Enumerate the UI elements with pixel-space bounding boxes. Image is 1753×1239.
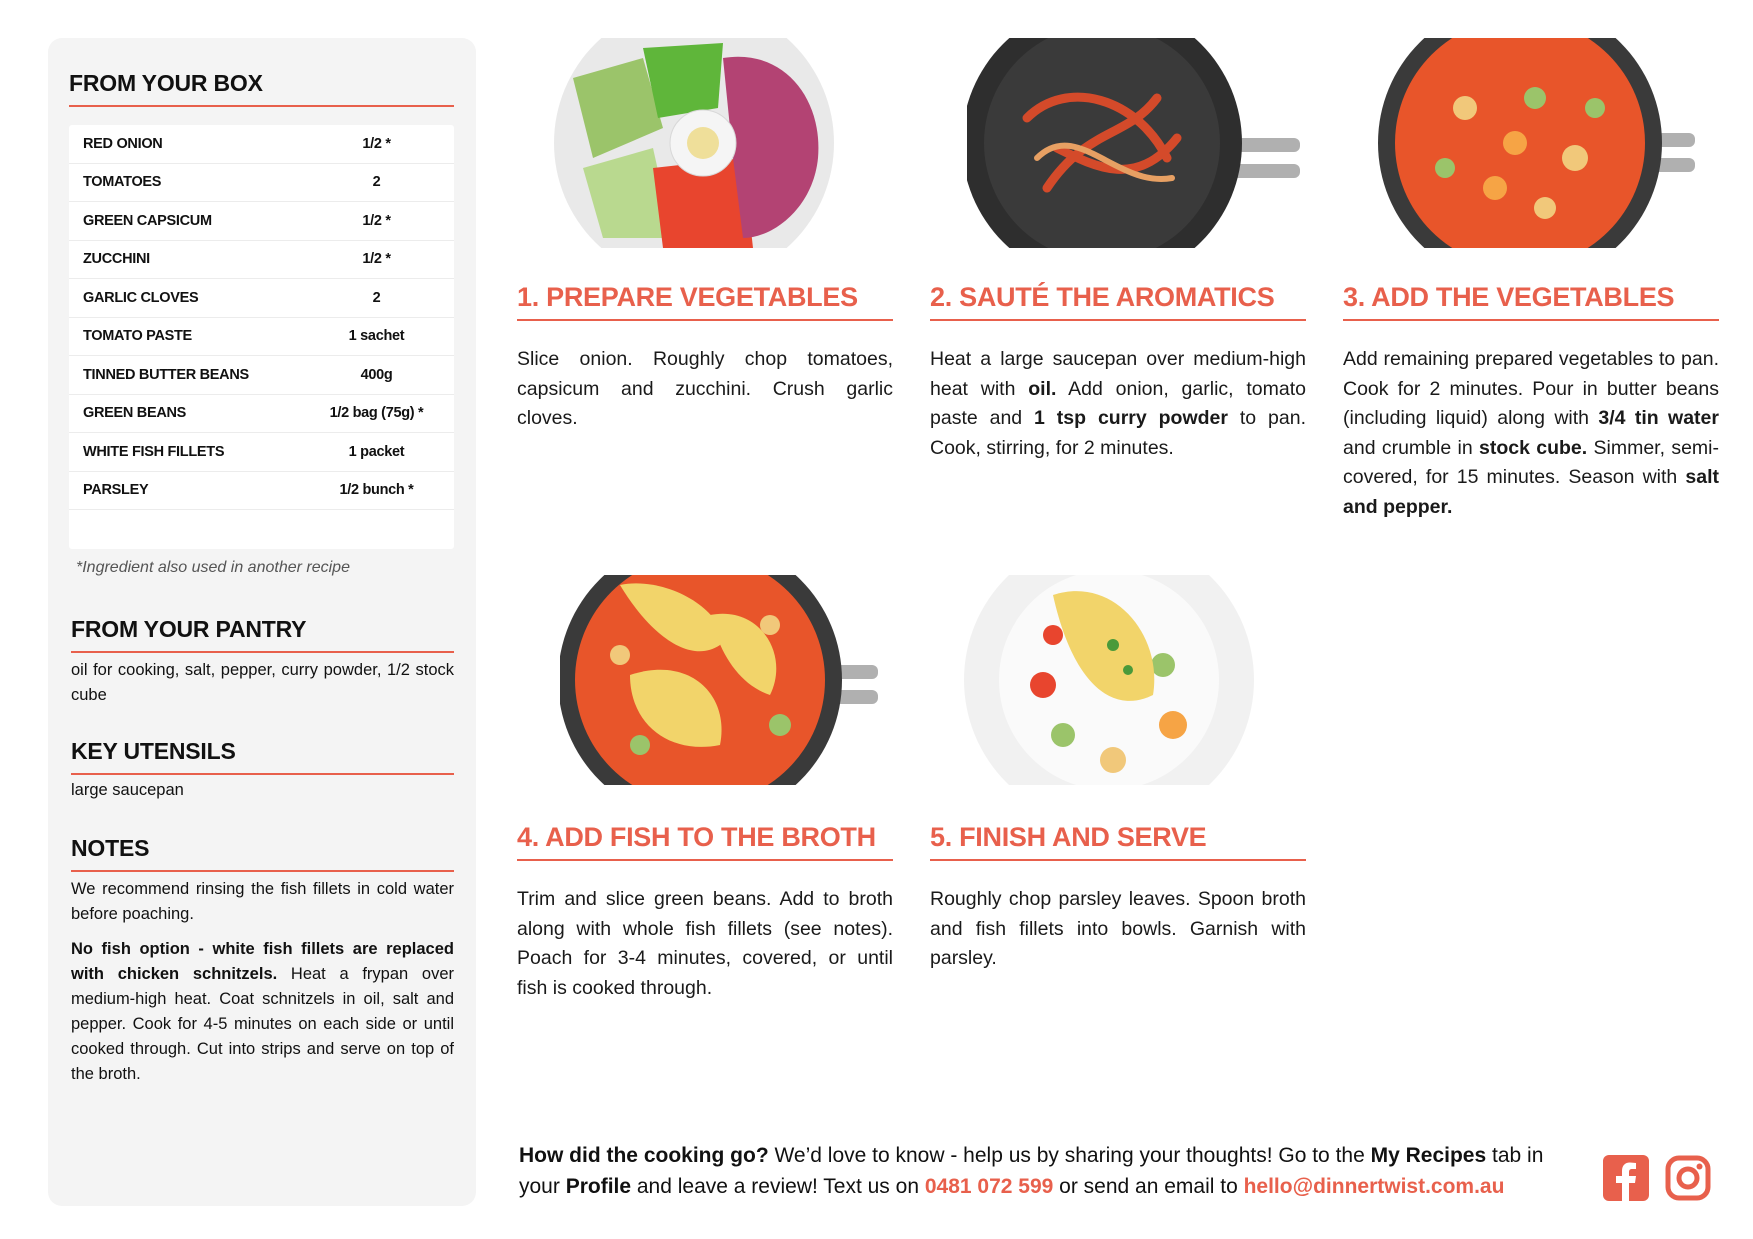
footer-text: tab in your <box>519 1144 1544 1198</box>
step-4-photo <box>560 575 878 785</box>
notes-rest: Heat a frypan over medium-high heat. Coat schnitzels in oil, salt and pepper. Cook for 4-5 minutes on each side or until cooked through. Cut into strips and serve on top of the broth. <box>71 965 454 1083</box>
ingredient-row <box>69 395 454 434</box>
step-text <box>930 885 1306 974</box>
ingredient-row <box>69 164 454 203</box>
ingredient-row <box>69 356 454 395</box>
step-text-part: Simmer, semi-covered, for 15 minutes. Season with <box>1343 436 1719 488</box>
ingredient-name: TINNED BUTTER BEANS <box>83 366 249 383</box>
step-text-part: Trim and slice green beans. Add to broth along with whole fish fillets (see notes). Poach for 3-4 minutes, covered, or until fish is cooked through. <box>517 888 893 999</box>
step-text-part: Slice onion. Roughly chop tomatoes, capsicum and zucchini. Crush garlic cloves. <box>517 348 893 429</box>
ingredient-name: PARSLEY <box>83 482 149 499</box>
step-4 <box>517 822 893 1003</box>
step-text-part: and crumble in <box>1343 436 1479 459</box>
ingredient-qty: 1/2 bunch * <box>339 482 414 499</box>
notes-paragraph <box>71 937 454 1087</box>
ingredient-qty: 1/2 * <box>362 135 391 152</box>
step-3-photo <box>1375 38 1695 248</box>
ingredient-name: TOMATO PASTE <box>83 328 192 345</box>
feedback-footer <box>519 1140 1584 1202</box>
instagram-icon[interactable] <box>1665 1155 1711 1201</box>
ingredient-name: GARLIC CLOVES <box>83 289 199 306</box>
ingredient-row <box>69 318 454 357</box>
step-text-bold: 3/4 tin water <box>1598 407 1719 429</box>
step-2 <box>930 282 1306 463</box>
my-recipes-label: My Recipes <box>1370 1144 1487 1167</box>
notes-bold: No fish option - white fish fillets are replaced with chicken schnitzels. <box>71 940 454 983</box>
step-text-bold: salt and pepper. <box>1343 466 1719 518</box>
step-text-bold: 1 tsp curry powder <box>1034 407 1228 429</box>
step-text-part: Heat a large saucepan over medium-high heat with <box>930 348 1306 400</box>
ingredient-qty: 1 packet <box>348 443 405 460</box>
ingredient-name: TOMATOES <box>83 174 162 191</box>
step-2-photo <box>967 38 1300 248</box>
ingredient-row <box>69 279 454 318</box>
ingredient-qty: 1/2 * <box>362 251 391 268</box>
step-1 <box>517 282 893 434</box>
step-text-part: Add remaining prepared vegetables to pan. Cook for 2 minutes. Pour in butter beans (including liquid) along with <box>1343 348 1719 429</box>
ingredient-row <box>69 241 454 280</box>
step-text <box>517 345 893 434</box>
step-title: 2. SAUTÉ THE AROMATICS <box>930 282 1306 321</box>
ingredient-name: RED ONION <box>83 135 163 152</box>
footer-question: How did the cooking go? <box>519 1144 769 1167</box>
ingredient-name: WHITE FISH FILLETS <box>83 443 225 460</box>
ingredient-name: GREEN CAPSICUM <box>83 212 212 229</box>
step-title: 3. ADD THE VEGETABLES <box>1343 282 1719 321</box>
ingredient-row <box>69 202 454 241</box>
step-text <box>930 345 1306 463</box>
from-your-pantry-title: FROM YOUR PANTRY <box>71 616 454 653</box>
footer-text: or send an email to <box>1053 1175 1244 1198</box>
step-text-bold: oil. <box>1028 377 1057 400</box>
ingredient-qty: 400g <box>360 366 393 383</box>
ingredients-table <box>69 125 454 549</box>
notes-paragraph: We recommend rinsing the fish fillets in cold water before poaching. <box>71 880 454 923</box>
profile-label: Profile <box>565 1175 632 1198</box>
ingredient-qty: 2 <box>372 289 381 306</box>
step-5-photo <box>963 575 1255 785</box>
ingredient-footnote: *Ingredient also used in another recipe <box>76 559 350 576</box>
step-3 <box>1343 282 1719 522</box>
ingredient-qty: 2 <box>372 174 381 191</box>
step-text-part: Roughly chop parsley leaves. Spoon broth and fish fillets into bowls. Garnish with parsley. <box>930 888 1306 969</box>
ingredient-qty: 1 sachet <box>348 328 405 345</box>
step-title: 4. ADD FISH TO THE BROTH <box>517 822 893 861</box>
pantry-text: oil for cooking, salt, pepper, curry powder, 1/2 stock cube <box>71 661 454 704</box>
email-link[interactable]: hello@dinnertwist.com.au <box>1243 1175 1505 1198</box>
utensils-text: large saucepan <box>71 781 184 799</box>
facebook-icon[interactable] <box>1603 1155 1649 1201</box>
from-your-box-title: FROM YOUR BOX <box>69 70 454 107</box>
step-5 <box>930 822 1306 974</box>
ingredient-qty: 1/2 bag (75g) * <box>329 405 424 422</box>
ingredient-qty: 1/2 * <box>362 212 391 229</box>
step-text <box>1343 345 1719 522</box>
step-title: 1. PREPARE VEGETABLES <box>517 282 893 321</box>
ingredient-name: GREEN BEANS <box>83 405 187 422</box>
step-text-part: to pan. Cook, stirring, for 2 minutes. <box>930 407 1306 459</box>
footer-text: and leave a review! Text us on <box>631 1175 925 1198</box>
notes-text <box>71 877 454 1097</box>
step-text-part: Add onion, garlic, tomato paste and <box>930 377 1306 429</box>
notes-title: NOTES <box>71 835 454 872</box>
step-1-photo <box>553 38 835 248</box>
ingredient-row <box>69 433 454 472</box>
step-text <box>517 885 893 1003</box>
phone-link[interactable]: 0481 072 599 <box>924 1175 1054 1198</box>
key-utensils-title: KEY UTENSILS <box>71 738 454 775</box>
step-text-bold: stock cube. <box>1479 436 1588 459</box>
ingredient-row <box>69 472 454 511</box>
ingredients-sidebar <box>48 38 476 1206</box>
step-title: 5. FINISH AND SERVE <box>930 822 1306 861</box>
ingredient-name: ZUCCHINI <box>83 251 150 268</box>
footer-text: We’d love to know - help us by sharing your thoughts! Go to the <box>768 1144 1371 1167</box>
ingredient-row <box>69 125 454 164</box>
